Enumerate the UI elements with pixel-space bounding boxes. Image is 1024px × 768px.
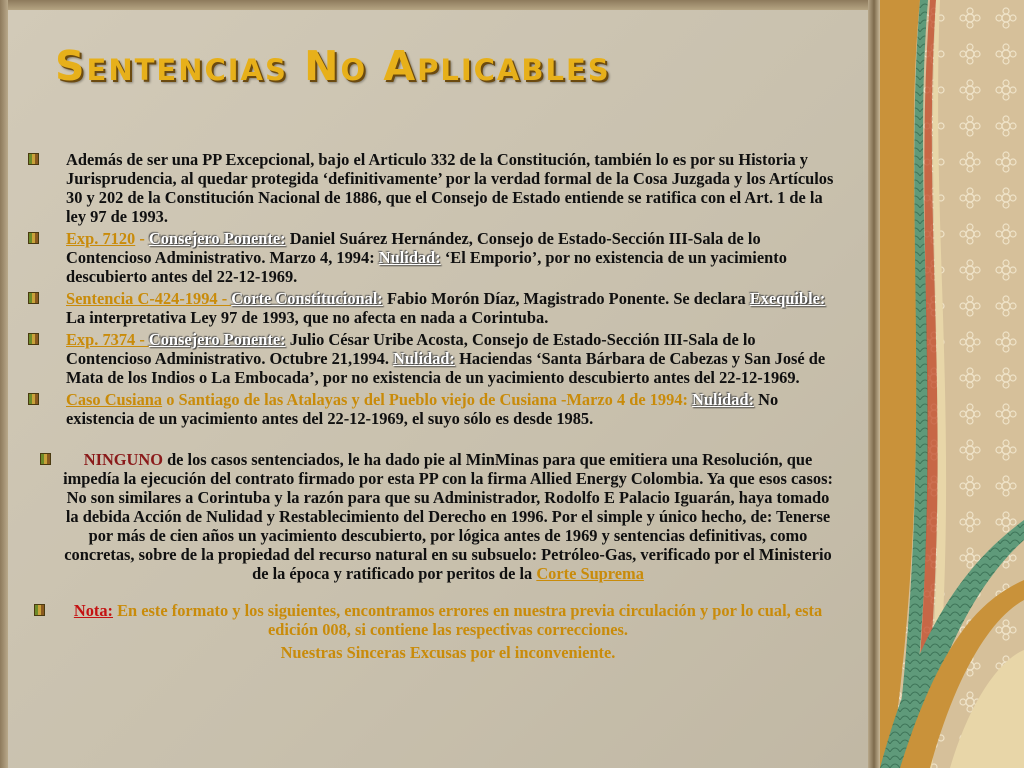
ninguno-lead: NINGUNO bbox=[83, 450, 163, 469]
case-label: Consejero Ponente: bbox=[148, 229, 286, 248]
case-label: Nulidad: bbox=[393, 349, 456, 368]
list-item bbox=[26, 150, 836, 226]
bullet-icon bbox=[28, 333, 39, 345]
item-text: La interpretativa Ley 97 de 1993, que no afecta en nada a Corintuba. bbox=[66, 308, 549, 327]
bullet-icon bbox=[28, 393, 39, 405]
item-text: No existencia de un yacimiento antes del 22-12-1969, el suyo sólo es desde 1985. bbox=[66, 390, 779, 428]
bullet-icon bbox=[28, 153, 39, 165]
list-item bbox=[26, 289, 836, 327]
bullet-icon bbox=[40, 453, 51, 465]
decorative-border bbox=[880, 0, 1024, 768]
item-text: ‘El Emporio’, por no existencia de un yacimiento descubierto antes del 22-12-1969. bbox=[66, 248, 787, 286]
case-ref: Exp. 7120 bbox=[66, 229, 136, 248]
page-title: Sentencias No Aplicables bbox=[55, 42, 611, 90]
case-label: Exequible: bbox=[749, 289, 826, 308]
item-text: de los casos sentenciados, le ha dado pie al MinMinas para que emitiera una Resolución, que impedía la ejecución del contrato firmado por esta PP con la firma Allied Energy Colombia. Ya que esos casos: No son similares a Corintuba y la razón para que su Administrador, Rodolfo E Palacio Iguarán, haya tomado la debida Acción de Nulidad y Restablecimiento del Derecho en 1996. Por el simple y único hecho, de: Tenerse por más de cien años un yacimiento descubierto, por lógica antes de 1969 y sentencias definitivas, como concretas, sobre de la propiedad del recurso natural en su subsuelo: Petróleo-Gas, verificado por el Ministerio de la época y ratificado por peritos de la bbox=[63, 450, 833, 583]
case-ref: Sentencia C-424-1994 - bbox=[66, 289, 232, 308]
ninguno-paragraph bbox=[26, 450, 836, 583]
case-label: Consejero Ponente: bbox=[148, 330, 286, 349]
list-item bbox=[26, 229, 836, 286]
frame-right-edge bbox=[868, 0, 880, 768]
list-item bbox=[26, 390, 836, 428]
content-list bbox=[26, 150, 836, 662]
nota-label: Nota: bbox=[73, 601, 114, 620]
case-label: Corte Constitucional: bbox=[231, 289, 383, 308]
item-text: Julio César Uribe Acosta, Consejo de Estado-Sección III-Sala de lo Contencioso Administrativo. Octubre 21,1994. bbox=[66, 330, 756, 368]
list-item bbox=[26, 330, 836, 387]
corte-suprema-link[interactable]: Corte Suprema bbox=[536, 564, 644, 583]
apology-line: Nuestras Sinceras Excusas por el inconveniente. bbox=[280, 643, 616, 662]
separator: - bbox=[135, 229, 149, 248]
bullet-icon bbox=[34, 604, 45, 616]
item-text: Daniel Suárez Hernández, Consejo de Estado-Sección III-Sala de lo Contencioso Administrativo. Marzo 4, 1994: bbox=[66, 229, 761, 267]
case-ref: Caso Cusiana bbox=[66, 390, 163, 409]
bullet-icon bbox=[28, 232, 39, 244]
frame-left bbox=[0, 0, 8, 768]
bullet-icon bbox=[28, 292, 39, 304]
item-text: o Santiago de las Atalayas y del Pueblo viejo de Cusiana -Marzo 4 de 1994: bbox=[162, 390, 693, 409]
nota-text: En este formato y los siguientes, encontramos errores en nuestra previa circulación y por lo cual, esta edición 008, si contiene las respectivas correcciones. bbox=[113, 601, 823, 639]
case-ref: Exp. 7374 - bbox=[66, 330, 149, 349]
item-text: Haciendas ‘Santa Bárbara de Cabezas y San José de Mata de los Indios o La Embocada’, por no existencia de un yacimiento descubierto antes del 22-12-1969. bbox=[66, 349, 826, 387]
item-text: Además de ser una PP Excepcional, bajo el Articulo 332 de la Constitución, también lo es por su Historia y Jurisprudencia, al quedar protegida ‘definitivamente’ por la verdad formal de la Cosa Juzgada y los Artículos 30 y 202 de la Constitución Nacional de 1886, que el Consejo de Estado entiende se ratifica con el Art. 1 de la ley 97 de 1993. bbox=[66, 150, 834, 226]
case-label: Nulidad: bbox=[378, 248, 441, 267]
item-text: Fabio Morón Díaz, Magistrado Ponente. Se declara bbox=[382, 289, 750, 308]
frame-top bbox=[0, 0, 878, 10]
case-label: Nulidad: bbox=[692, 390, 755, 409]
nota-paragraph bbox=[26, 601, 836, 639]
